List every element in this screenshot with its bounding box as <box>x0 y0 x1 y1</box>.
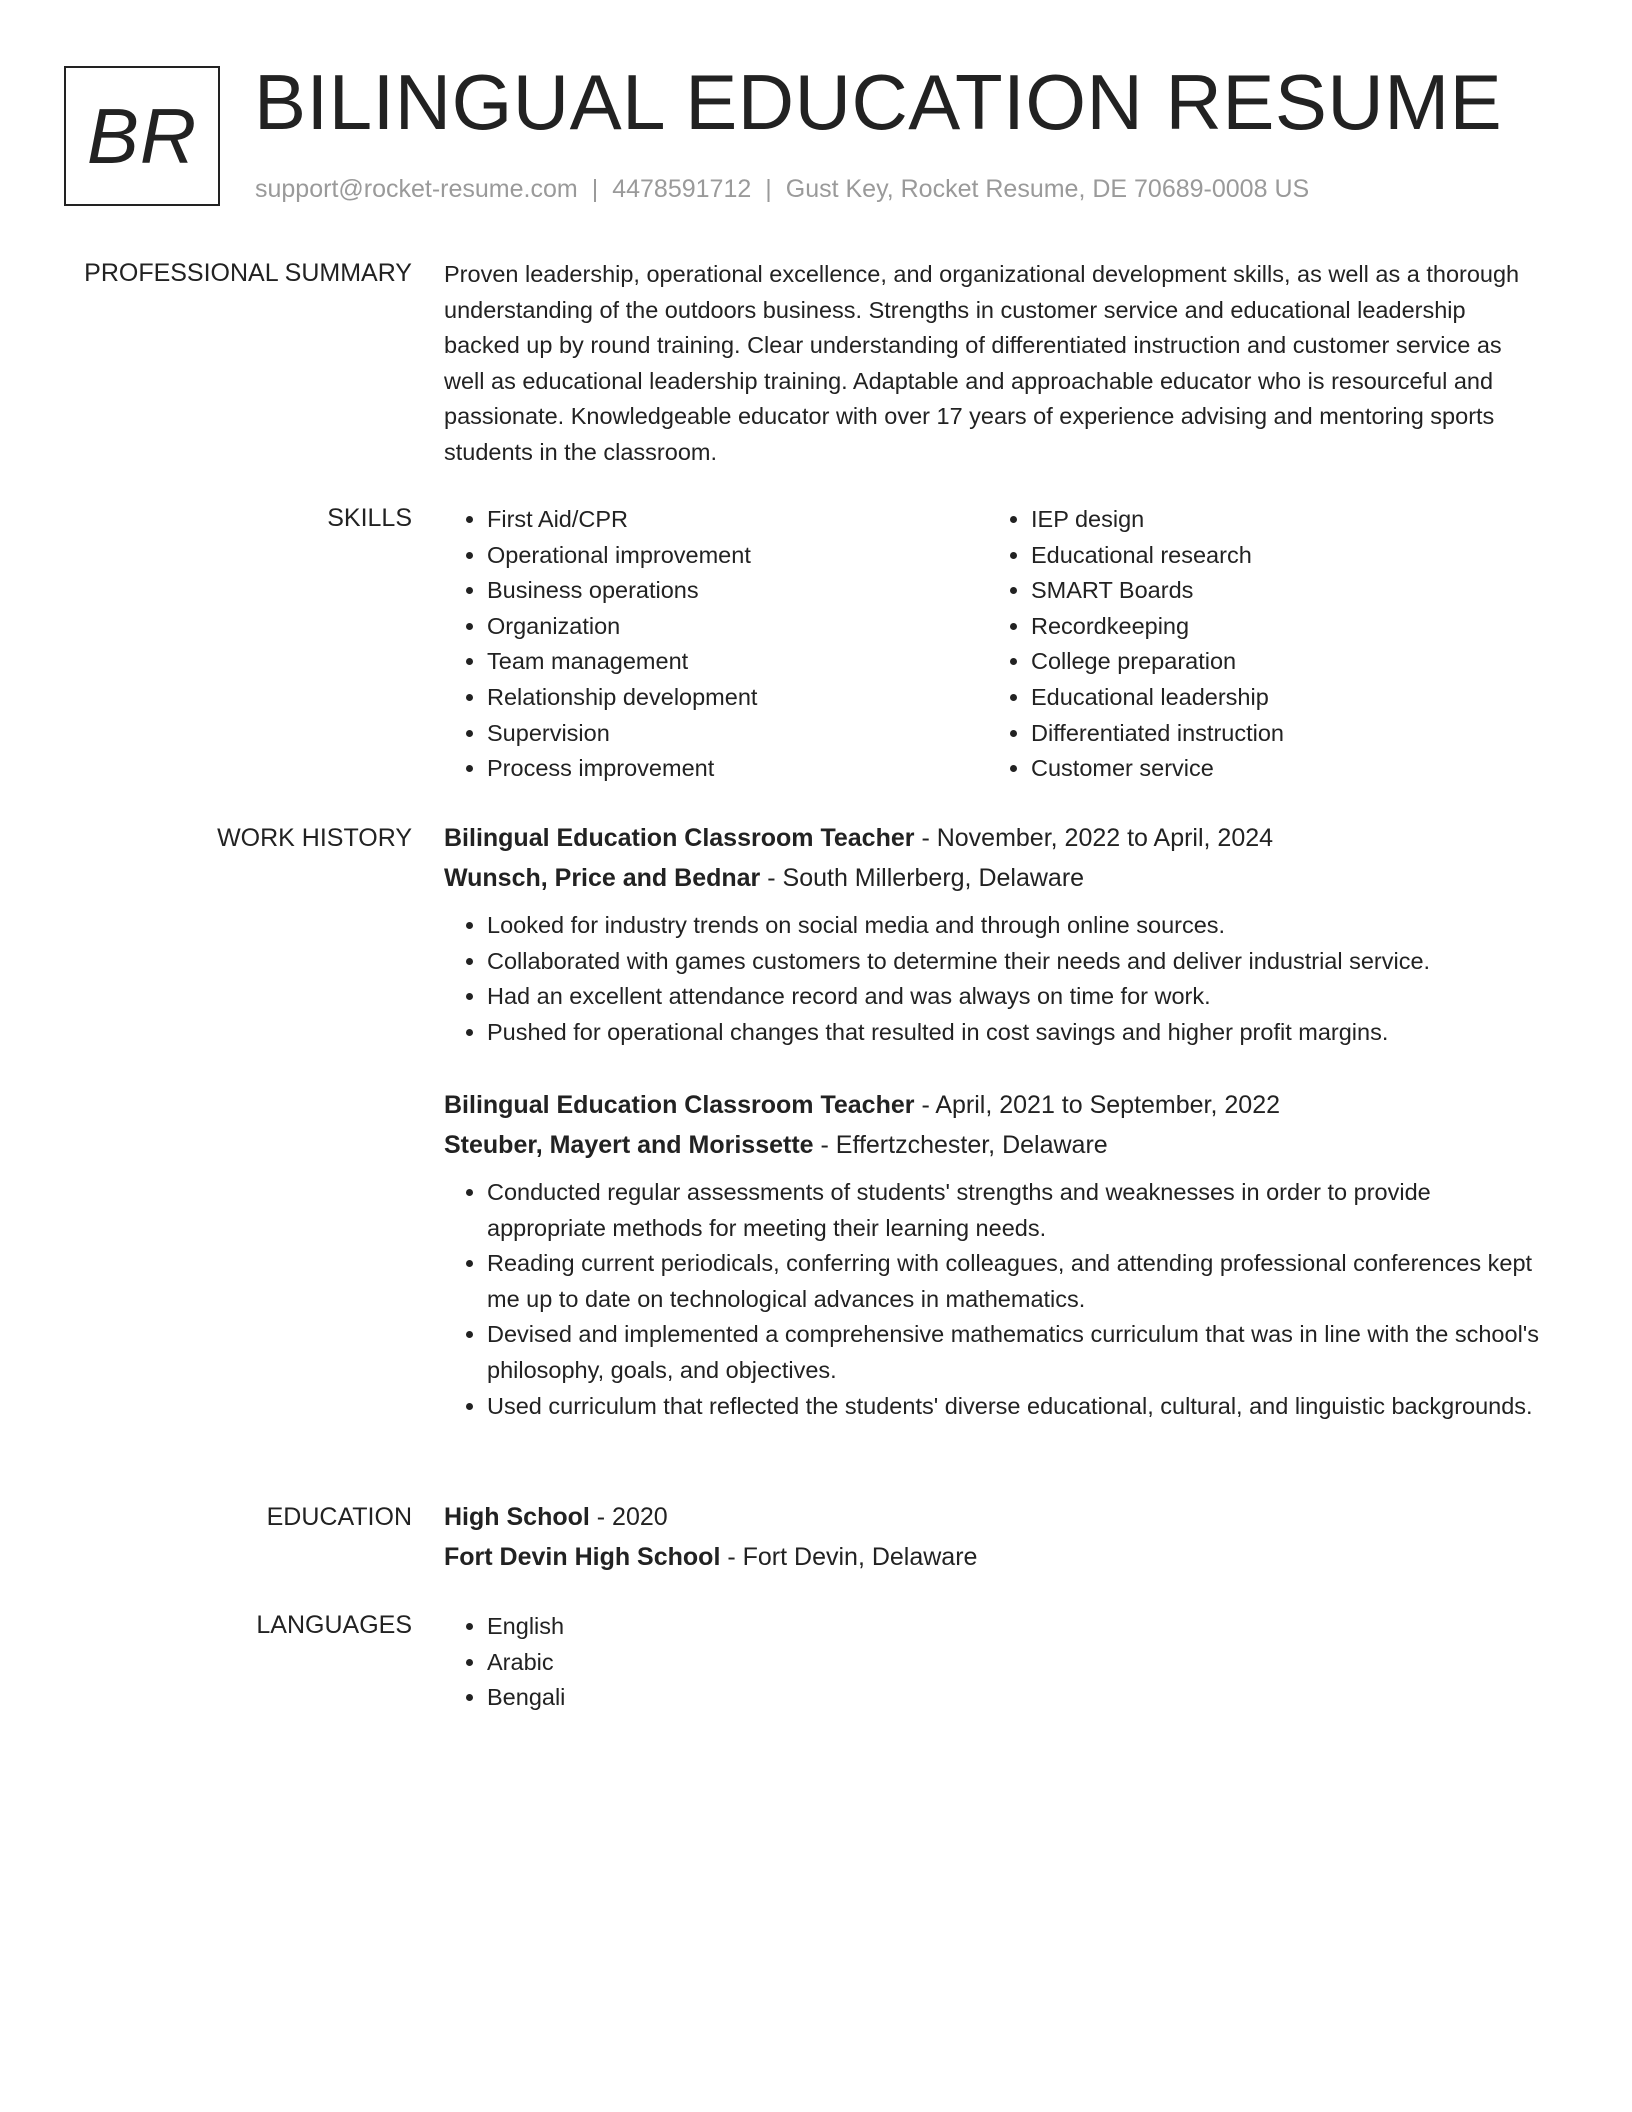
contact-phone: 4478591712 <box>612 175 752 203</box>
skills-list-left <box>444 502 964 787</box>
job-bullet: • Reading current periodicals, conferring with colleagues, and attending professional conferences kept me up to date on technological advances in mathematics. <box>487 1246 1544 1317</box>
job-entry <box>444 1085 1544 1424</box>
job-bullet: • Used curriculum that reflected the students' diverse educational, cultural, and linguistic backgrounds. <box>487 1389 1544 1425</box>
skill-item: • Recordkeeping <box>1031 609 1508 645</box>
job-bullets <box>444 908 1544 1050</box>
education-degree-line <box>444 1497 1544 1537</box>
education-school-line <box>444 1537 1544 1577</box>
job-title-line <box>444 818 1544 858</box>
job-company: Steuber, Mayert and Morissette <box>444 1131 814 1159</box>
languages-list <box>444 1609 1544 1716</box>
job-dates: - November, 2022 to April, 2024 <box>921 824 1274 852</box>
languages-body <box>444 1609 1544 1716</box>
skills-column-right <box>988 502 1508 787</box>
work-history-heading: WORK HISTORY <box>217 824 412 852</box>
job-title: Bilingual Education Classroom Teacher <box>444 1091 915 1119</box>
education-school: Fort Devin High School <box>444 1543 721 1571</box>
education-heading: EDUCATION <box>266 1503 412 1531</box>
skills-list-right <box>988 502 1508 787</box>
contact-address: Gust Key, Rocket Resume, DE 70689-0008 US <box>785 175 1310 203</box>
job-company: Wunsch, Price and Bednar <box>444 864 761 892</box>
skill-item: • First Aid/CPR <box>487 502 964 538</box>
skill-item: • Business operations <box>487 573 964 609</box>
contact-email: support@rocket-resume.com <box>255 175 578 203</box>
job-entry <box>444 818 1544 1050</box>
languages-heading: LANGUAGES <box>256 1611 412 1639</box>
job-title-line <box>444 1085 1544 1125</box>
language-item: • Arabic <box>487 1645 1544 1681</box>
job-bullet: • Pushed for operational changes that resulted in cost savings and higher profit margins. <box>487 1015 1544 1051</box>
skill-item: • Process improvement <box>487 751 964 787</box>
skill-item: • Educational leadership <box>1031 680 1508 716</box>
job-bullet: • Devised and implemented a comprehensive mathematics curriculum that was in line with the school's philosophy, goals, and objectives. <box>487 1317 1544 1388</box>
skill-item: • Organization <box>487 609 964 645</box>
job-company-line <box>444 1125 1544 1165</box>
summary-heading: PROFESSIONAL SUMMARY <box>84 259 412 287</box>
skills-column-left <box>444 502 964 787</box>
skill-item: • Team management <box>487 644 964 680</box>
job-bullet: • Conducted regular assessments of students' strengths and weaknesses in order to provide appropriate methods for meeting their learning needs. <box>487 1175 1544 1246</box>
job-bullets <box>444 1175 1544 1424</box>
skills-heading: SKILLS <box>327 504 412 532</box>
resume-title: BILINGUAL EDUCATION RESUME <box>254 58 1503 146</box>
skills-body <box>444 502 1544 792</box>
skill-item: • Relationship development <box>487 680 964 716</box>
summary-text: Proven leadership, operational excellence, and organizational development skills, as well as a thorough understanding of the outdoors business. Strengths in customer service and educational leadership backed up by round training. Clear understanding of differentiated instruction and customer service as well as educational leadership training. Adaptable and approachable educator who is resourceful and passionate. Knowledgeable educator with over 17 years of experience advising and mentoring sports students in the classroom. <box>444 261 1520 465</box>
skill-item: • Customer service <box>1031 751 1508 787</box>
job-location: - South Millerberg, Delaware <box>767 864 1085 892</box>
language-item: • English <box>487 1609 1544 1645</box>
contact-separator: | <box>591 175 599 203</box>
job-bullet: • Had an excellent attendance record and was always on time for work. <box>487 979 1544 1015</box>
education-year: - 2020 <box>596 1503 668 1531</box>
job-company-line <box>444 858 1544 898</box>
summary-body <box>444 257 1544 471</box>
skill-item: • IEP design <box>1031 502 1508 538</box>
language-item: • Bengali <box>487 1680 1544 1716</box>
job-bullet: • Looked for industry trends on social media and through online sources. <box>487 908 1544 944</box>
skill-item: • Operational improvement <box>487 538 964 574</box>
monogram-initials: BR <box>86 91 198 180</box>
education-entry <box>444 1497 1544 1577</box>
skill-item: • Supervision <box>487 716 964 752</box>
education-location: - Fort Devin, Delaware <box>727 1543 978 1571</box>
skill-item: • Educational research <box>1031 538 1508 574</box>
contact-separator: | <box>765 175 772 203</box>
skill-item: • Differentiated instruction <box>1031 716 1508 752</box>
skill-item: • College preparation <box>1031 644 1508 680</box>
education-degree: High School <box>444 1503 590 1531</box>
job-title: Bilingual Education Classroom Teacher <box>444 824 915 852</box>
skill-item: • SMART Boards <box>1031 573 1508 609</box>
job-bullet: • Collaborated with games customers to determine their needs and deliver industrial service. <box>487 944 1544 980</box>
monogram-box <box>64 66 220 206</box>
job-dates: - April, 2021 to September, 2022 <box>921 1091 1281 1119</box>
contact-line <box>255 172 1309 206</box>
job-location: - Effertzchester, Delaware <box>820 1131 1108 1159</box>
